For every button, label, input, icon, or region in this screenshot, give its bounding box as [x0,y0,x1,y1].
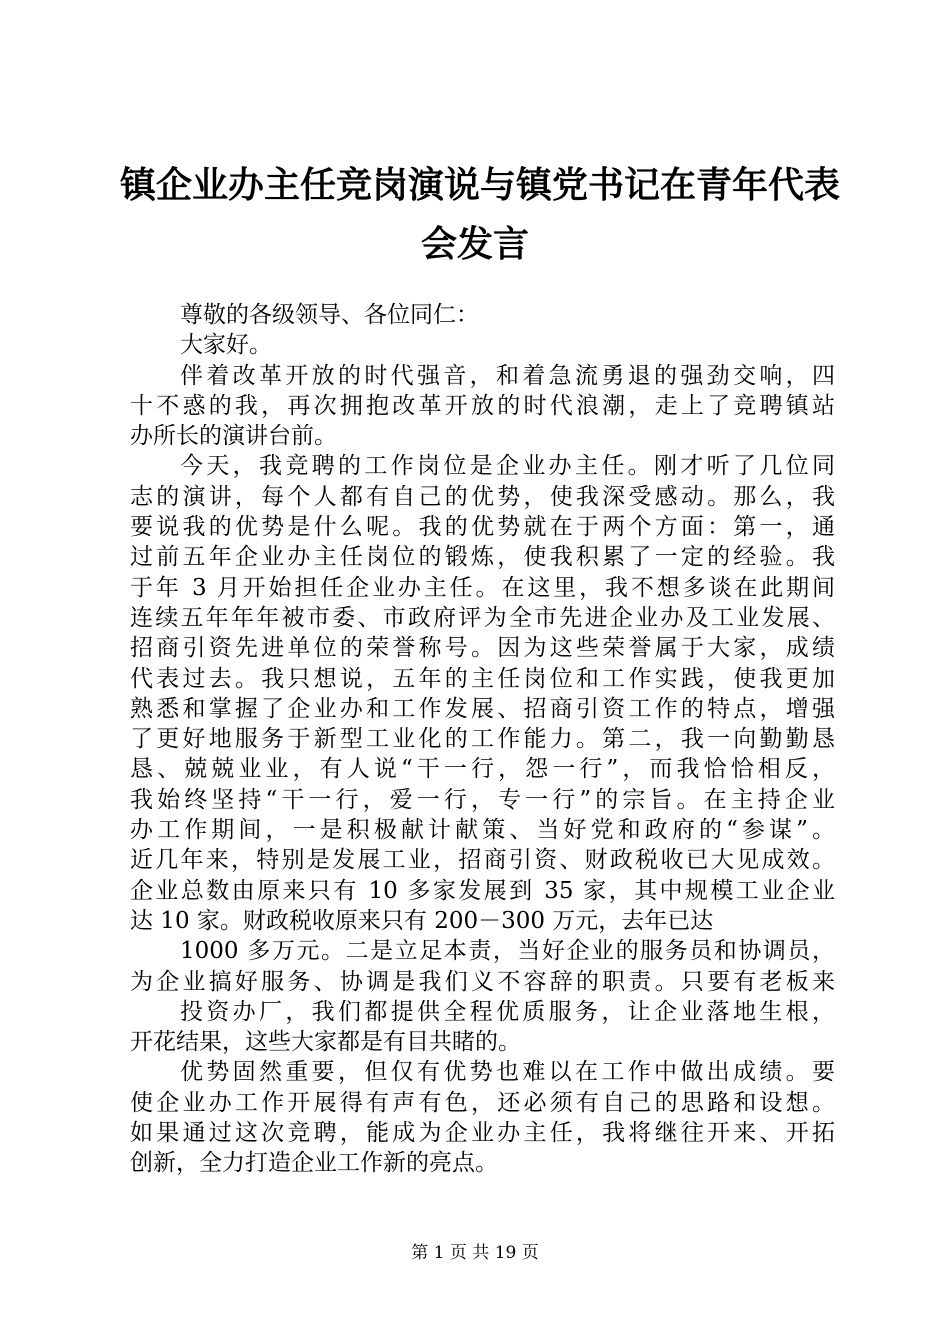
document-title-line-1: 镇企业办主任竞岗演说与镇党书记在青年代表 [120,164,841,206]
body-text-line: 使企业办工作开展得有声有色，还必须有自己的思路和设想。 [130,1089,835,1116]
body-text-line: 办工作期间，一是积极献计献策、当好党和政府的“参谋”。 [130,817,835,844]
body-text-line: 了更好地服务于新型工业化的工作能力。第二，我一向勤勤恳 [130,726,835,753]
body-text-line: 志的演讲，每个人都有自己的优势，使我深受感动。那么，我 [130,483,835,510]
body-text-line: 达 10 家。财政税收原来只有 200－300 万元，去年已达 [130,907,714,934]
body-text-line: 近几年来，特别是发展工业，招商引资、财政税收已大见成效。 [130,847,835,874]
document-title-line-2: 会发言 [420,223,529,265]
body-text-line: 企业总数由原来只有 10 多家发展到 35 家，其中规模工业企业 [130,877,835,904]
body-text-line: 优势固然重要，但仅有优势也难以在工作中做出成绩。要 [180,1059,835,1086]
body-text-line: 十不惑的我，再次拥抱改革开放的时代浪潮，走上了竞聘镇站 [130,392,835,419]
body-text-line: 创新，全力打造企业工作新的亮点。 [130,1150,498,1177]
document-body [130,300,835,1179]
body-text-line: 伴着改革开放的时代强音，和着急流勇退的强劲交响，四 [180,362,835,389]
body-text-line: 如果通过这次竞聘，能成为企业办主任，我将继往开来、开拓 [130,1120,835,1147]
body-text-line: 我始终坚持“干一行，爱一行，专一行”的宗旨。在主持企业 [130,786,835,813]
body-text-line: 代表过去。我只想说，五年的主任岗位和工作实践，使我更加 [130,665,835,692]
body-text-line: 大家好。 [180,332,272,359]
body-text-line: 招商引资先进单位的荣誉称号。因为这些荣誉属于大家，成绩 [130,635,835,662]
body-text-line: 开花结果，这些大家都是有目共睹的。 [130,1029,521,1056]
body-text-line: 连续五年年年被市委、市政府评为全市先进企业办及工业发展、 [130,604,835,631]
body-text-line: 恳、兢兢业业，有人说“干一行，怨一行”，而我恰恰相反， [130,756,835,783]
body-text-line: 要说我的优势是什么呢。我的优势就在于两个方面：第一，通 [130,514,835,541]
body-text-line: 投资办厂，我们都提供全程优质服务，让企业落地生根， [180,998,835,1025]
body-text-line: 为企业搞好服务、协调是我们义不容辞的职责。只要有老板来 [130,968,835,995]
page-footer: 第 1 页 共 19 页 [411,1243,539,1263]
body-text-line: 过前五年企业办主任岗位的锻炼，使我积累了一定的经验。我 [130,544,835,571]
body-text-line: 办所长的演讲台前。 [130,423,337,450]
body-text-line: 1000 多万元。二是立足本责，当好企业的服务员和协调员， [180,938,835,965]
body-text-line: 熟悉和掌握了企业办和工作发展、招商引资工作的特点，增强 [130,695,835,722]
body-text-line: 尊敬的各级领导、各位同仁： [180,302,479,328]
body-text-line: 于年 3 月开始担任企业办主任。在这里，我不想多谈在此期间 [130,574,835,601]
body-text-line: 今天，我竞聘的工作岗位是企业办主任。刚才听了几位同 [180,453,835,480]
